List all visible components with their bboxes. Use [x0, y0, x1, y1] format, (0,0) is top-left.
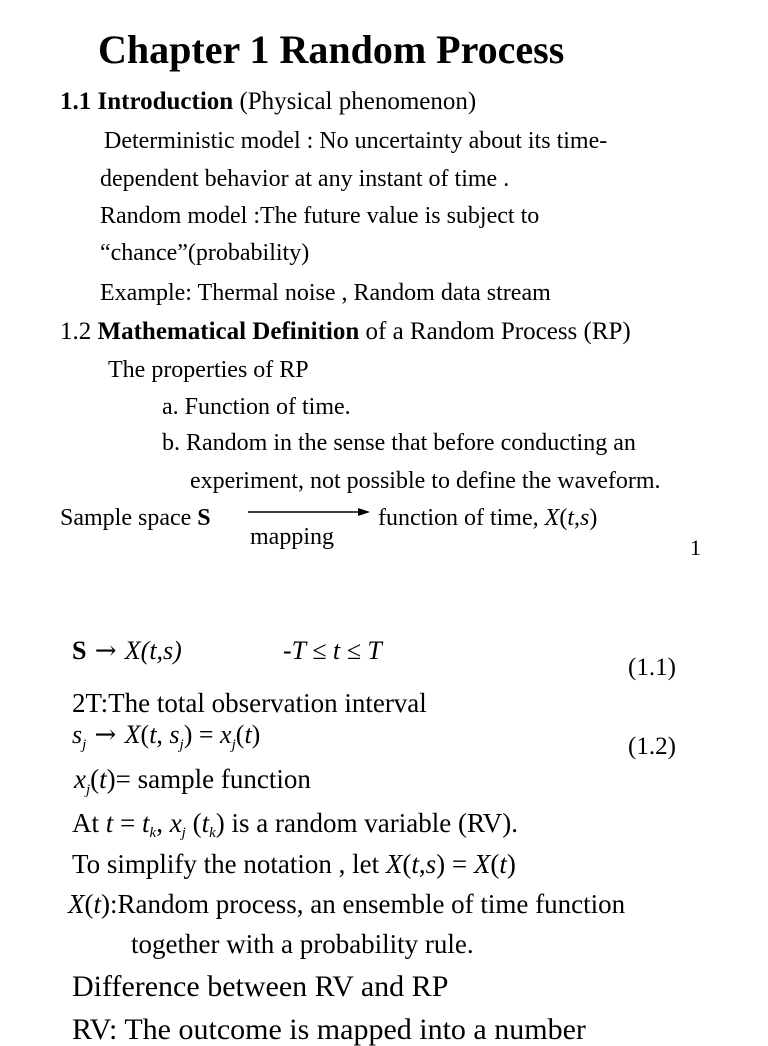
mapping-label: mapping: [250, 524, 334, 550]
sample-space-label: [60, 506, 211, 530]
at-t-prefix: At: [72, 808, 106, 838]
section-1-1-bold: Introduction: [97, 88, 234, 115]
equation-1-1: [72, 638, 182, 664]
eq11-arrow-icon: →: [86, 636, 125, 666]
s-symbol: s: [579, 505, 590, 531]
example-line: Example: Thermal noise , Random data stream: [100, 280, 551, 306]
x-t-s-symbol: X: [544, 505, 560, 531]
mapping-arrow-icon: [248, 504, 370, 520]
xt-def-text: :Random process, an ensemble of time function: [110, 889, 626, 919]
equation-1-2: $s_j \to X(t$, $s_j) = x_j(t)$: [72, 720, 261, 753]
sample-space-text: Sample space: [60, 505, 198, 531]
sample-function-text: = sample function: [115, 764, 311, 794]
random-model-line-2: “chance”(probability): [100, 240, 310, 266]
section-1-2-heading: [60, 319, 631, 344]
properties-heading: The properties of RP: [108, 357, 309, 383]
simplify-notation-line: To simplify the notation , let X(t,s) = X(t): [72, 849, 516, 879]
random-model-line-1: Random model :The future value is subject to: [100, 203, 540, 229]
equation-1-2-number: (1.2): [628, 733, 676, 760]
random-process-definition-line-2: together with a probability rule.: [131, 929, 474, 959]
function-of-time-label: function of time, X(t,s): [378, 505, 598, 531]
total-observation-line: 2T:The total observation interval: [72, 688, 427, 718]
section-1-2-number: 1.2: [60, 318, 98, 345]
eq11-rhs: X(t,s): [124, 636, 182, 665]
difference-heading: Difference between RV and RP: [72, 970, 449, 1003]
random-process-definition-line-1: X(t):Random process, an ensemble of time function: [68, 889, 626, 919]
property-b-line-1: b. Random in the sense that before conducting an: [162, 430, 636, 456]
rv-definition-line: RV: The outcome is mapped into a number: [72, 1013, 586, 1046]
eq11-S: S: [72, 636, 87, 665]
property-a: a. Function of time.: [162, 394, 351, 420]
at-t-suffix: is a random variable (RV).: [224, 808, 519, 838]
function-of-time-text: function of time,: [378, 505, 545, 531]
simplify-text: To simplify the notation , let: [72, 849, 386, 879]
section-1-2-bold: Mathematical Definition: [97, 318, 360, 345]
sample-function-line: $x_j(t)=$ sample function: [74, 764, 311, 798]
property-b-line-2: experiment, not possible to define the waveform.: [190, 468, 661, 494]
section-1-1-number: 1.1: [60, 88, 98, 115]
chapter-title: Chapter 1 Random Process: [98, 27, 565, 72]
sample-space-symbol: S: [197, 505, 211, 531]
equation-1-1-range: -T ≤ t ≤ T: [283, 636, 382, 665]
section-1-1-rest: (Physical phenomenon): [233, 88, 477, 115]
page-number: 1: [690, 535, 701, 560]
section-1-2-rest: of a Random Process (RP): [359, 318, 631, 345]
section-1-1-heading: [60, 89, 476, 114]
equation-1-1-number: (1.1): [628, 654, 676, 681]
random-variable-line: At t = tk, xj (tk) is a random variable (RV).: [72, 808, 519, 841]
deterministic-line-1: Deterministic model : No uncertainty about its time-: [104, 128, 608, 154]
t-symbol: t: [567, 505, 574, 531]
deterministic-line-2: dependent behavior at any instant of time .: [100, 166, 510, 192]
